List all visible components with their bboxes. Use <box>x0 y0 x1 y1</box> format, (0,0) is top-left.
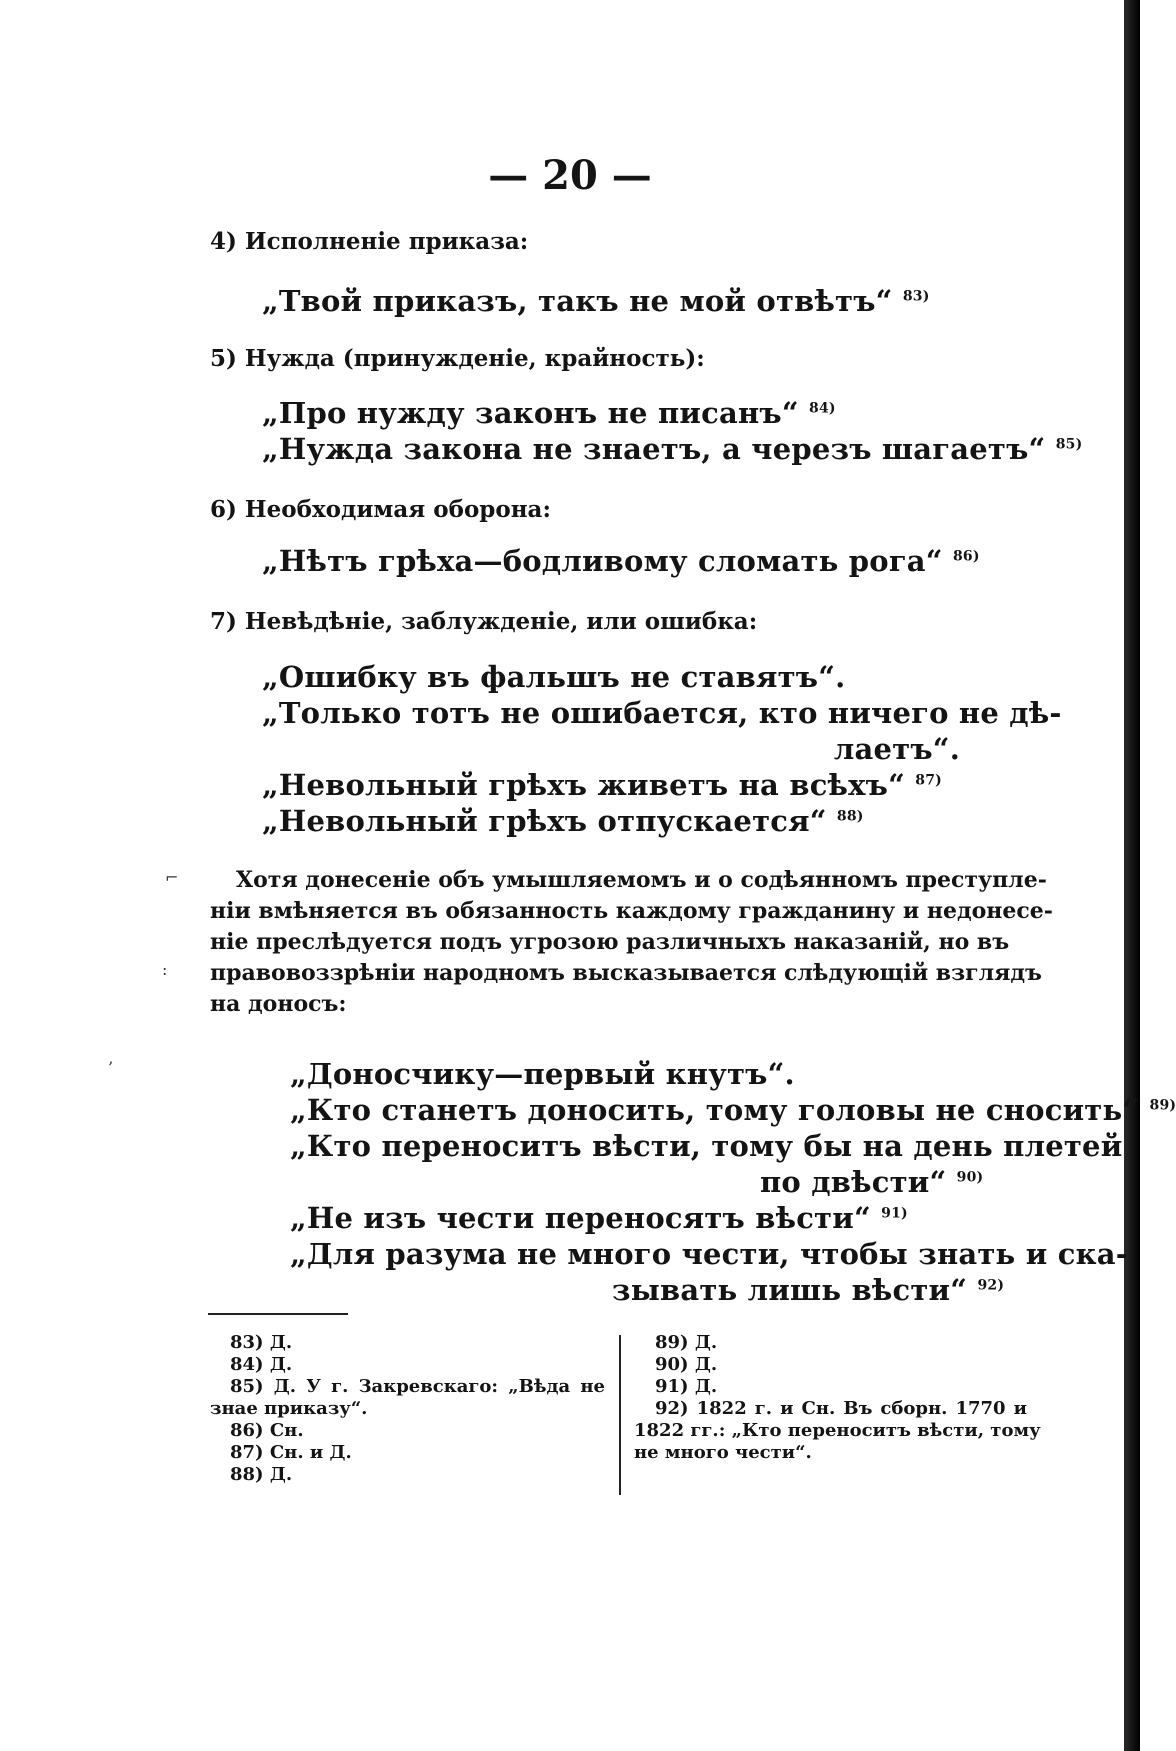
quote-line: „Твой приказъ, такъ не мой отвѣтъ“ $^{83)}$ <box>262 284 930 318</box>
footnote-ref: 91) <box>881 1205 908 1222</box>
margin-mark: : <box>162 960 168 979</box>
quote-line: „Для разума не много чести, чтобы знать и ска- <box>290 1237 1128 1271</box>
paragraph-line: ніе преслѣдуется подъ угрозою различныхъ наказаній, но въ <box>210 929 1010 955</box>
footnote: не много чести“. <box>634 1442 812 1463</box>
section-heading-7: 7) Невѣдѣніе, заблужденіе, или ошибка: <box>210 608 758 635</box>
footnote: 84) Д. <box>230 1354 293 1375</box>
footnote: 91) Д. <box>655 1376 718 1397</box>
quote-line: „Нѣтъ грѣха—бодливому сломать рога“ $^{86)}$ <box>262 544 980 578</box>
quote-line: „Кто станетъ доносить, тому головы не сносить“ $^{89)}$ <box>290 1093 1176 1127</box>
section-heading-4: 4) Исполненіе приказа: <box>210 228 529 255</box>
quote-line: „Про нужду законъ не писанъ“ $^{84)}$ <box>262 396 836 430</box>
footnote-ref: 85) <box>1055 436 1083 453</box>
quote-line: „Нужда закона не знаетъ, а черезъ шагаетъ“ $^{85)}$ <box>262 432 1083 466</box>
footnote-ref: 83) <box>902 288 930 305</box>
quote-line: „Невольный грѣхъ отпускается“ $^{88)}$ <box>262 804 864 838</box>
footnote-ref: 86) <box>952 548 980 565</box>
paragraph-line: на доносъ: <box>210 991 347 1017</box>
quote-line-continuation: лаетъ“. <box>833 732 960 766</box>
footnote: 92) 1822 г. и Сн. Въ сборн. 1770 и <box>655 1398 1027 1419</box>
quote-line: „Кто переноситъ вѣсти, тому бы на день плетей <box>290 1129 1123 1163</box>
paragraph-line: ніи вмѣняется въ обязанность каждому гражданину и недонесе- <box>210 898 1053 924</box>
section-heading-5: 5) Нужда (принужденіе, крайность): <box>210 345 705 372</box>
footnote: знае приказу“. <box>210 1398 368 1419</box>
quote-line-continuation: зывать лишь вѣсти“ $^{92)}$ <box>612 1273 1005 1307</box>
footnote-ref: 90) <box>956 1169 984 1186</box>
footnote-ref: 84) <box>809 400 836 417</box>
margin-mark: ’ <box>108 1058 114 1077</box>
footnote-ref: 88) <box>836 808 864 825</box>
footnote: 83) Д. <box>230 1332 293 1353</box>
page-number: — 20 — <box>488 152 652 199</box>
footnote: 88) Д. <box>230 1464 293 1485</box>
footnote: 89) Д. <box>655 1332 718 1353</box>
footnote-rule <box>208 1313 348 1315</box>
page-edge-shadow <box>1124 0 1140 1751</box>
quote-line: „Доносчику—первый кнутъ“. <box>290 1057 795 1091</box>
footnote: 87) Сн. и Д. <box>230 1442 352 1463</box>
paragraph-line: правовоззрѣніи народномъ высказывается слѣдующій взглядъ <box>210 960 1042 986</box>
section-heading-6: 6) Необходимая оборона: <box>210 496 551 523</box>
footnote-ref: 87) <box>915 772 942 789</box>
footnote: 85) Д. У г. Закревскаго: „Вѣда не <box>230 1376 605 1397</box>
quote-line: „Невольный грѣхъ живетъ на всѣхъ“ $^{87)}$ <box>262 768 942 802</box>
quote-line: „Только тотъ не ошибается, кто ничего не дѣ- <box>262 696 1062 730</box>
footnote-column-divider <box>619 1335 621 1495</box>
footnote-ref: 92) <box>977 1277 1005 1294</box>
margin-mark: ⌐ <box>165 868 179 887</box>
footnote-ref: 89) <box>1149 1097 1176 1114</box>
paragraph-line: Хотя донесеніе объ умышляемомъ и о содѣянномъ преступле- <box>236 867 1047 893</box>
footnote: 1822 гг.: „Кто переноситъ вѣсти, тому <box>634 1420 1041 1441</box>
footnote: 86) Сн. <box>230 1420 304 1441</box>
quote-line: „Не изъ чести переносятъ вѣсти“ $^{91)}$ <box>290 1201 908 1235</box>
quote-line-continuation: по двѣсти“ $^{90)}$ <box>760 1165 984 1199</box>
quote-line: „Ошибку въ фальшъ не ставятъ“. <box>262 660 846 694</box>
footnote: 90) Д. <box>655 1354 718 1375</box>
